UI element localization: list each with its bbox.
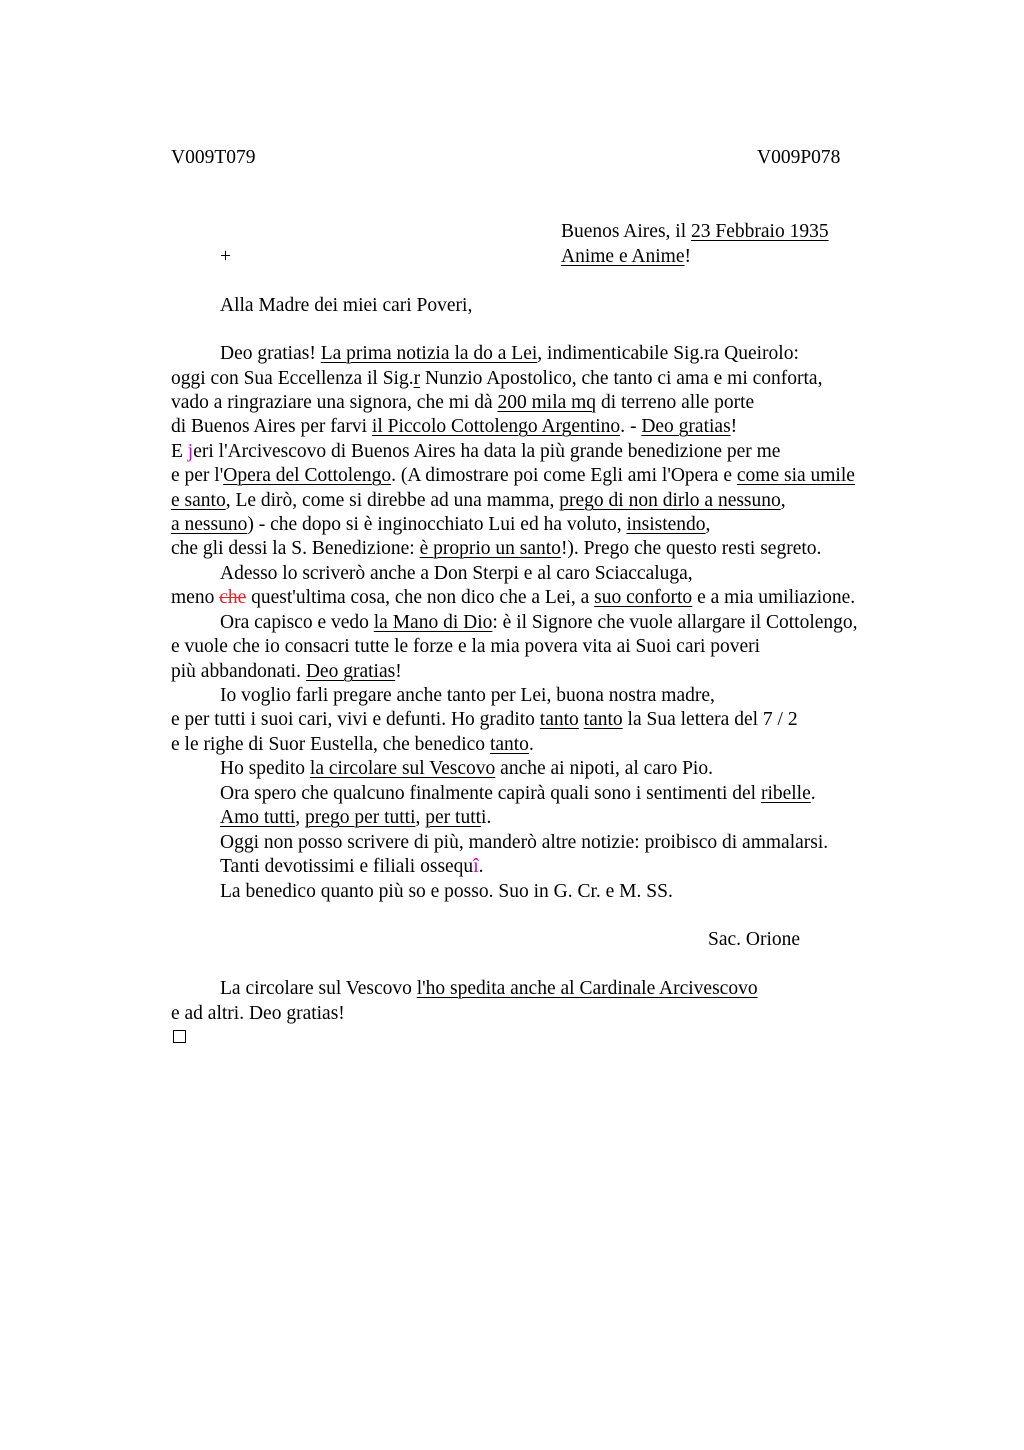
text-segment: , [295, 807, 306, 828]
place-date-line [561, 220, 829, 244]
text-segment: di terreno alle porte [596, 392, 755, 413]
text-segment: , [705, 514, 711, 535]
text-segment: e a mia umiliazione. [692, 587, 856, 608]
body-line-13 [171, 635, 760, 659]
text-segment: di Buenos Aires per farvi [171, 416, 372, 437]
text-segment: Tanti devotissimi e filiali ossequ [220, 856, 474, 877]
underlined-segment: tanto [489, 734, 529, 755]
archive-code-right: V009P078 [757, 147, 841, 168]
underlined-segment: Deo gratias [305, 661, 396, 682]
text-segment: e ad altri. Deo gratias! [171, 1003, 345, 1024]
postscript-line-2 [171, 1002, 345, 1026]
motto-line [561, 245, 691, 269]
text-segment: La circolare sul Vescovo [220, 978, 417, 999]
salutation: Alla Madre dei miei cari Poveri, [220, 295, 473, 316]
underlined-segment: Opera del Cottolengo [223, 465, 392, 486]
text-segment: e per tutti i suoi cari, vivi e defunti. Ho gradito [171, 709, 540, 730]
underlined-segment: ribelle [760, 783, 811, 804]
text-segment: . [478, 856, 484, 877]
body-line-4 [171, 415, 737, 439]
text-segment: ) - che dopo si è inginocchiato Lui ed ha voluto, [247, 514, 627, 535]
body-line-5 [171, 440, 780, 464]
underlined-segment: 200 mila mq [497, 392, 597, 413]
text-segment: più abbandonati. [171, 661, 306, 682]
underlined-segment: e santo [171, 490, 226, 511]
text-segment: , [780, 490, 786, 511]
body-line-1 [220, 342, 799, 366]
text-segment: Nunzio Apostolico, che tanto ci ama e mi conforta, [420, 368, 823, 389]
text-segment: e vuole che io consacri tutte le forze e la mia povera vita ai Suoi cari poveri [171, 636, 761, 657]
body-line-12 [220, 611, 858, 635]
text-segment: e le righe di Suor Eustella, che benedico [171, 734, 490, 755]
text-segment: oggi con Sua Eccellenza il Sig. [171, 368, 414, 389]
body-line-19 [220, 782, 816, 806]
underlined-segment: tanto [583, 709, 623, 730]
text-segment: : è il Signore che vuole allargare il Cottolengo, [492, 612, 858, 633]
underlined-segment: l'ho spedita anche al Cardinale Arcivescovo [416, 978, 758, 999]
underlined-segment: è proprio un santo [419, 538, 561, 559]
text-segment: E [171, 441, 188, 462]
body-line-21 [220, 831, 828, 855]
underlined-segment: tanto [539, 709, 579, 730]
text-segment: Ora spero che qualcuno finalmente capirà quali sono i sentimenti del [220, 783, 761, 804]
underlined-segment: il Piccolo Cottolengo Argentino [371, 416, 621, 437]
text-segment: quest'ultima cosa, che non dico che a Lei, a [246, 587, 595, 608]
text-segment: , Le dirò, come si direbbe ad una mamma, [225, 490, 560, 511]
body-line-8 [171, 513, 710, 537]
signature: Sac. Orione [708, 929, 801, 950]
underlined-segment: suo conforto [594, 587, 693, 608]
text-segment: eri l'Arcivescovo di Buenos Aires ha data la più grande benedizione per me [193, 441, 781, 462]
cross-symbol: + [220, 246, 231, 267]
text-segment: ! [395, 661, 402, 682]
text-segment: . [528, 734, 534, 755]
underlined-segment: prego di non dirlo a nessuno [559, 490, 781, 511]
text-segment: Adesso lo scriverò anche a Don Sterpi e al caro Sciaccaluga, [220, 563, 693, 584]
text-segment: !). Prego che questo resti segreto. [560, 538, 822, 559]
underlined-segment: Amo tutti [220, 807, 296, 828]
underlined-segment: per tutt [425, 807, 482, 828]
text-segment: e per l' [171, 465, 224, 486]
text-segment: anche ai nipoti, al caro Pio. [495, 758, 713, 779]
body-line-2 [171, 367, 822, 391]
body-line-16 [171, 708, 798, 732]
text-segment: ! [730, 416, 738, 437]
postscript-line-1 [220, 977, 758, 1001]
underlined-segment: a nessuno [171, 514, 248, 535]
body-line-18 [220, 757, 713, 781]
underlined-segment: la Mano di Dio [373, 612, 493, 633]
square-box-icon [173, 1030, 186, 1043]
body-line-17 [171, 733, 534, 757]
text-segment: che gli dessi la S. Benedizione: [171, 538, 420, 559]
archive-code-left: V009T079 [171, 147, 256, 168]
body-line-6 [171, 464, 855, 488]
body-line-10 [220, 562, 693, 586]
text-segment: . [810, 783, 816, 804]
text-segment: Ora capisco e vedo [220, 612, 374, 633]
underlined-segment: r [413, 368, 421, 389]
text-segment: . (A dimostrare poi come Egli ami l'Opera e [391, 465, 737, 486]
text-segment: , indimenticabile Sig.ra Queirolo: [537, 343, 799, 364]
text-segment: Oggi non posso scrivere di più, manderò altre notizie: proibisco di ammalarsi. [220, 832, 829, 853]
body-line-23 [220, 880, 673, 904]
body-line-11 [171, 586, 855, 610]
body-line-7 [171, 489, 786, 513]
underlined-segment: Deo gratias [641, 416, 731, 437]
place-prefix: Buenos Aires, il [561, 221, 691, 242]
underlined-segment: La prima notizia la do a Lei [320, 343, 538, 364]
inserted-letter: î [473, 856, 479, 877]
inserted-letter: j [187, 441, 194, 462]
body-line-22 [220, 855, 483, 879]
motto-text: Anime e Anime [561, 246, 685, 267]
body-line-3 [171, 391, 754, 415]
text-segment: Ho spedito [220, 758, 310, 779]
underlined-segment: come sia umile [736, 465, 855, 486]
text-segment: Io voglio farli pregare anche tanto per Lei, buona nostra madre, [220, 685, 715, 706]
body-line-9 [171, 537, 821, 561]
text-segment: i. [481, 807, 492, 828]
text-segment: Deo gratias! [220, 343, 321, 364]
text-segment: vado a ringraziare una signora, che mi dà [171, 392, 498, 413]
deleted-word: che [219, 587, 247, 608]
text-segment: la Sua lettera del 7 / 2 [622, 709, 798, 730]
body-line-15 [220, 684, 715, 708]
body-line-20 [220, 806, 491, 830]
underlined-segment: la circolare sul Vescovo [309, 758, 496, 779]
body-line-14 [171, 660, 402, 684]
text-segment: La benedico quanto più so e posso. Suo in G. Cr. e M. SS. [220, 881, 673, 902]
letter-date: 23 Febbraio 1935 [691, 221, 829, 242]
text-segment: . - [620, 416, 642, 437]
underlined-segment: insistendo [626, 514, 706, 535]
text-segment: meno [171, 587, 220, 608]
underlined-segment: prego per tutti [305, 807, 416, 828]
motto-punct: ! [684, 246, 691, 267]
text-segment: , [415, 807, 426, 828]
